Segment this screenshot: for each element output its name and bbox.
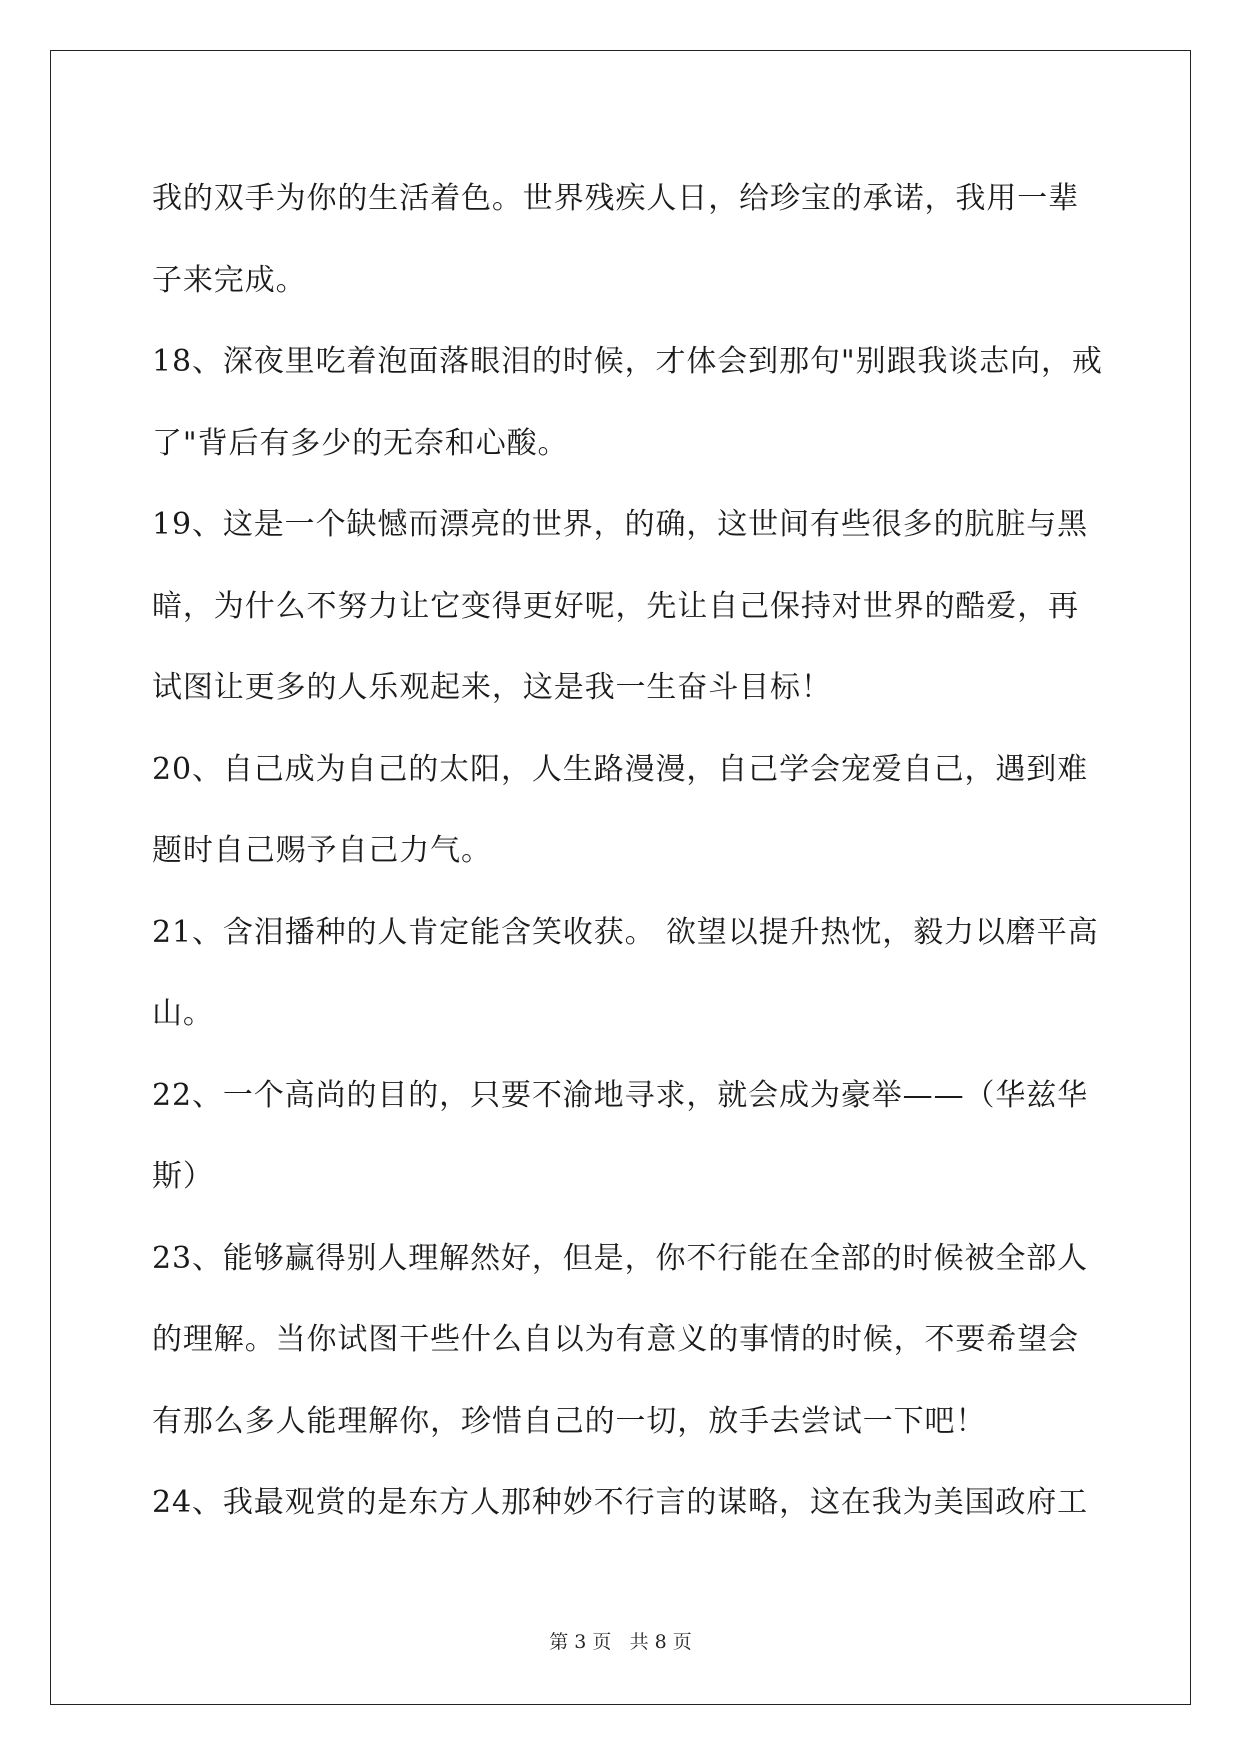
text-line: 了"背后有多少的无奈和心酸。 xyxy=(152,425,569,461)
text-line: 题时自己赐予自己力气。 xyxy=(152,833,492,868)
document-body xyxy=(152,158,1103,1544)
page-total: 共 8 页 xyxy=(629,1631,692,1653)
text-line: 试图让更多的人乐观起来，这是我一生奋斗目标！ xyxy=(152,670,832,705)
text-line: 我的双手为你的生活着色。世界残疾人日，给珍宝的承诺，我用一辈 xyxy=(152,181,1079,216)
text-line: 子来完成。 xyxy=(152,262,307,298)
text-line: 山。 xyxy=(152,996,214,1031)
text-line: 暗，为什么不努力让它变得更好呢，先让自己保持对世界的酷爱，再 xyxy=(152,588,1079,624)
text-line: 19、这是一个缺憾而漂亮的世界，的确，这世间有些很多的肮脏与黑 xyxy=(152,507,1089,542)
text-line: 18、深夜里吃着泡面落眼泪的时候，才体会到那句"别跟我谈志向，戒 xyxy=(152,344,1103,379)
text-line: 22、一个高尚的目的，只要不渝地寻求，就会成为豪举——（华兹华 xyxy=(152,1077,1089,1113)
text-line: 的理解。当你试图干些什么自以为有意义的事情的时候，不要希望会 xyxy=(152,1322,1079,1357)
text-line: 24、我最观赏的是东方人那种妙不行言的谋略，这在我为美国政府工 xyxy=(152,1485,1089,1520)
text-line: 23、能够赢得别人理解然好，但是，你不行能在全部的时候被全部人 xyxy=(152,1240,1089,1276)
text-line: 斯） xyxy=(152,1159,214,1194)
page-number: 第 3 页 xyxy=(549,1631,612,1653)
text-line: 20、自己成为自己的太阳，人生路漫漫，自己学会宠爱自己，遇到难 xyxy=(152,751,1089,787)
text-line: 有那么多人能理解你，珍惜自己的一切，放手去尝试一下吧！ xyxy=(152,1403,987,1439)
text-line: 21、含泪播种的人肯定能含笑收获。 欲望以提升热忱，毅力以磨平高 xyxy=(152,914,1099,950)
page-footer xyxy=(0,1630,1241,1654)
